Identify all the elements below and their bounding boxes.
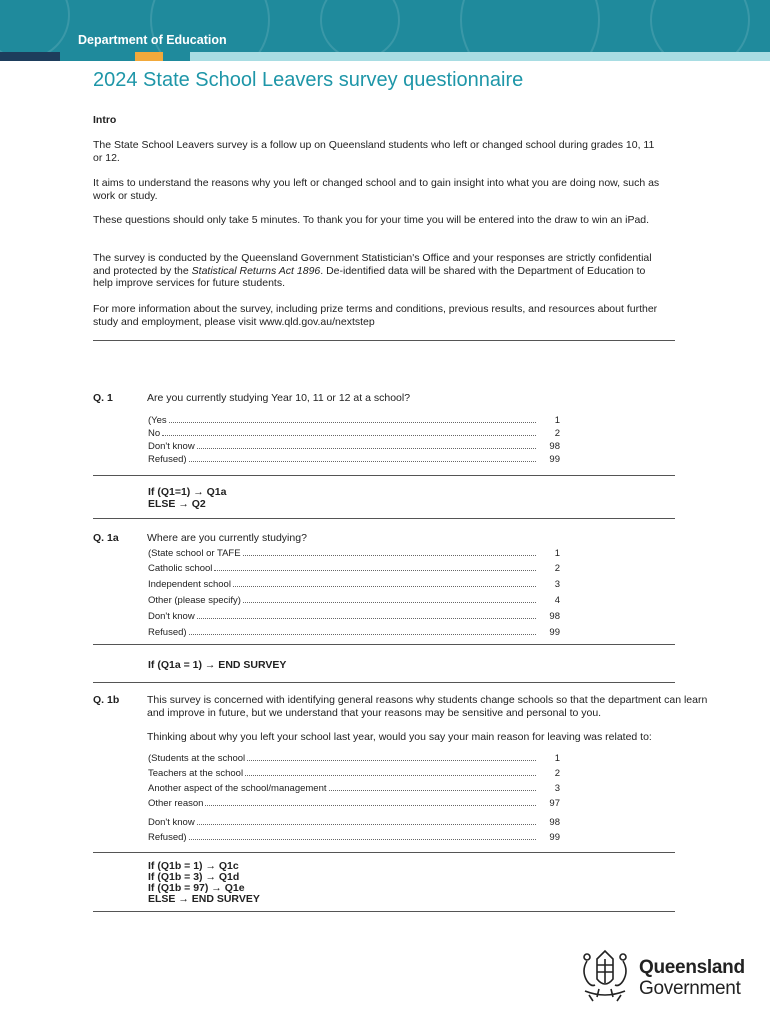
option-code: 97 (549, 798, 560, 809)
option-code: 3 (554, 579, 560, 590)
q1-option (148, 415, 560, 428)
option-code: 4 (554, 595, 560, 606)
q1b-route-1: If (Q1b = 1) → Q1c (148, 860, 239, 872)
q1b-option (148, 817, 560, 830)
q1a-option (148, 611, 560, 624)
header-banner (0, 0, 770, 52)
queensland-government-logo (575, 945, 750, 1005)
option-label: Other reason (148, 798, 204, 809)
divider (93, 340, 675, 341)
q1a-option (148, 563, 560, 576)
q1b-option (148, 832, 560, 845)
option-label: (Students at the school (148, 753, 246, 764)
divider (93, 852, 675, 853)
department-brand: Department of Education (78, 33, 227, 47)
q1b-option (148, 753, 560, 766)
option-code: 1 (554, 753, 560, 764)
stripe-orange (135, 52, 163, 61)
q1b-option (148, 798, 560, 811)
divider (93, 682, 675, 683)
stripe-teal-2 (163, 52, 190, 61)
q1b-number: Q. 1b (93, 694, 120, 706)
intro-p4-part-b: . De-identified data will be shared with the Department of Education to help improve services for future students. (93, 264, 646, 290)
divider (93, 518, 675, 519)
q1b-option (148, 768, 560, 781)
q1a-option (148, 548, 560, 561)
intro-paragraph-5: For more information about the survey, including prize terms and conditions, previous results, and resources about further study and employment, please visit www.qld.gov.au/nextstep (93, 303, 658, 328)
intro-heading: Intro (93, 114, 117, 126)
q1b-route-2: If (Q1b = 3) → Q1d (148, 871, 240, 883)
stripe-teal (60, 52, 135, 61)
option-label: Teachers at the school (148, 768, 244, 779)
option-code: 1 (554, 548, 560, 559)
option-label: (Yes (148, 415, 167, 426)
logo-queensland: Queensland (639, 957, 745, 978)
option-label: Refused) (148, 454, 187, 465)
q1a-number: Q. 1a (93, 532, 119, 544)
divider (93, 911, 675, 912)
q1a-option (148, 595, 560, 608)
option-code: 99 (549, 454, 560, 465)
option-label: No (148, 428, 161, 439)
statistical-returns-act: Statistical Returns Act 1896 (191, 264, 321, 277)
option-label: Catholic school (148, 563, 213, 574)
q1a-text: Where are you currently studying? (147, 532, 307, 544)
q1a-option (148, 579, 560, 592)
option-code: 2 (554, 428, 560, 439)
q1-number: Q. 1 (93, 392, 113, 404)
q1b-route-3: If (Q1b = 97) → Q1e (148, 882, 245, 894)
stripe-light (190, 52, 770, 61)
q1-option (148, 441, 560, 454)
option-label: Refused) (148, 832, 187, 843)
option-label: Other (please specify) (148, 595, 241, 606)
option-label: Another aspect of the school/management (148, 783, 327, 794)
option-label: (State school or TAFE (148, 548, 241, 559)
intro-paragraph-4 (93, 252, 663, 290)
q1b-route-4: ELSE → END SURVEY (148, 893, 260, 905)
option-label: Don't know (148, 817, 195, 828)
q1-route-2: ELSE → Q2 (148, 498, 206, 510)
intro-paragraph-2: It aims to understand the reasons why you left or changed school and to gain insight into what you are doing now, such as work or study. (93, 177, 660, 202)
stripe-navy (0, 52, 60, 61)
logo-government: Government (639, 978, 741, 999)
option-code: 3 (554, 783, 560, 794)
q1b-text: This survey is concerned with identifying general reasons why students change schools so that the department can learn and improve in future, but we understand that your reasons may be sensitive and personal to you. (147, 694, 708, 719)
option-label: Refused) (148, 627, 187, 638)
option-code: 98 (549, 817, 560, 828)
intro-paragraph-1: The State School Leavers survey is a follow up on Queensland students who left or changed school during grades 10, 11 or 12. (93, 139, 655, 164)
option-code: 98 (549, 611, 560, 622)
q1-option (148, 454, 560, 467)
q1-route-1: If (Q1=1) → Q1a (148, 486, 227, 498)
intro-paragraph-3: These questions should only take 5 minutes. To thank you for your time you will be entered into the draw to win an iPad. (93, 214, 650, 226)
option-label: Don't know (148, 611, 195, 622)
q1-text: Are you currently studying Year 10, 11 or 12 at a school? (147, 392, 411, 404)
option-label: Independent school (148, 579, 231, 590)
option-code: 99 (549, 832, 560, 843)
q1b-text-2: Thinking about why you left your school last year, would you say your main reason for leaving was related to: (147, 731, 652, 743)
q1a-route-1: If (Q1a = 1) → END SURVEY (148, 659, 287, 671)
divider (93, 475, 675, 476)
option-label: Don't know (148, 441, 195, 452)
coat-of-arms-icon (575, 945, 635, 1005)
intro-p4-part-a: The survey is conducted by the Queensland Government Statistician's Office and your responses are strictly confidential and protected by the (93, 252, 652, 277)
page-title: 2024 State School Leavers survey questionnaire (93, 69, 524, 91)
option-code: 98 (549, 441, 560, 452)
option-code: 2 (554, 563, 560, 574)
q1-option (148, 428, 560, 441)
option-code: 1 (554, 415, 560, 426)
q1b-option (148, 783, 560, 796)
option-code: 99 (549, 627, 560, 638)
q1a-option (148, 627, 560, 640)
option-code: 2 (554, 768, 560, 779)
divider (93, 644, 675, 645)
